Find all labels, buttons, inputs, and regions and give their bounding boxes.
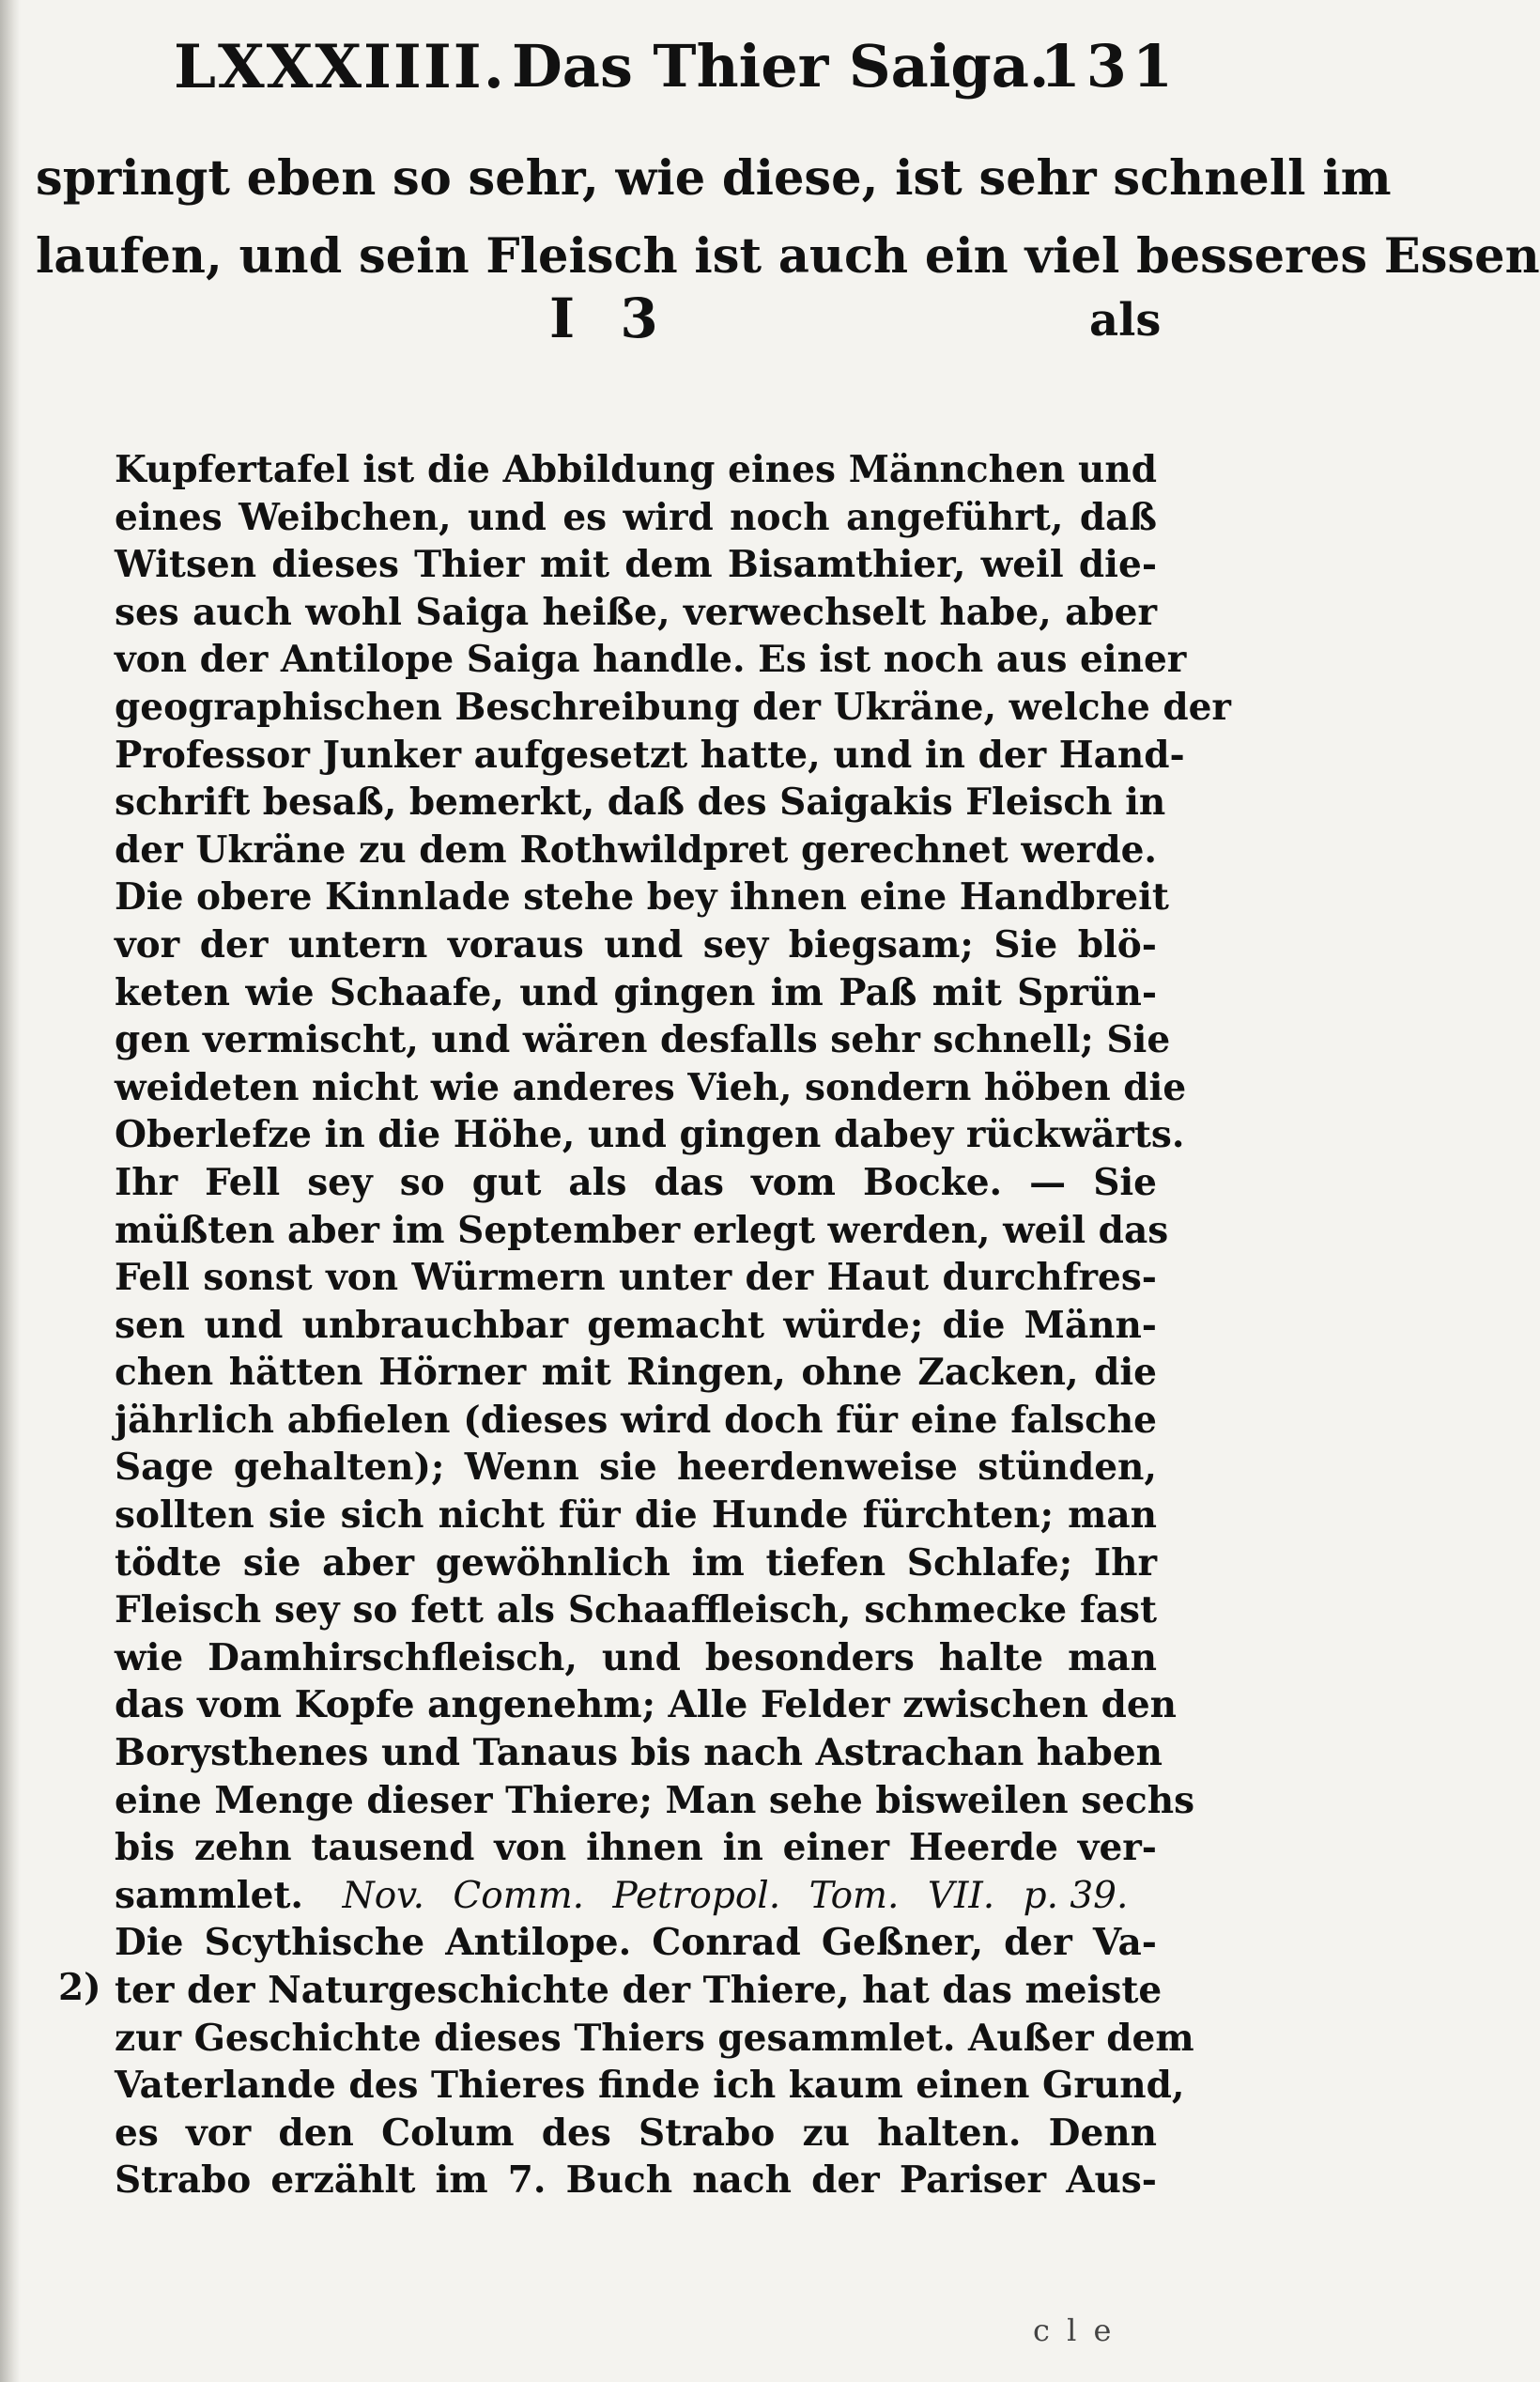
note-line-last (115, 1872, 1157, 1920)
note2-line: ter der Naturgeschichte der Thiere, hat das meiste (115, 1969, 1163, 2012)
citation (343, 1875, 1146, 1917)
signature-mark: I 3 (549, 286, 671, 350)
note2-line: Die Scythische Antilope. Conrad Geßner, der Va- (115, 1921, 1157, 1965)
note-line: tödte sie aber gewöhnlich im tiefen Schlafe; Ihr (115, 1540, 1157, 1585)
note-line: Oberlefze in die Höhe, und gingen dabey rückwärts. (115, 1113, 1185, 1157)
note-line: sollten sie sich nicht für die Hunde fürchten; man (115, 1493, 1157, 1538)
chapter-number: LXXXIIII. (174, 32, 506, 102)
note-line: Kupfertafel ist die Abbildung eines Männchen und (115, 448, 1157, 491)
note-line: vor der untern voraus und sey biegsam; Sie blö- (115, 922, 1157, 967)
page-number: 131 (1040, 32, 1178, 101)
citation-part: Comm. (453, 1874, 585, 1917)
citation-part: Tom. (808, 1874, 900, 1917)
note-line: geographischen Beschreibung der Ukräne, welche der (115, 685, 1231, 729)
note-line: bis zehn tausend von ihnen in einer Heerde ver- (115, 1826, 1157, 1870)
note-line: gen vermischt, und wären desfalls sehr schnell; Sie (115, 1018, 1171, 1062)
footnote-block (115, 446, 1231, 2204)
note-line: eine Menge dieser Thiere; Man sehe bisweilen sechs (115, 1778, 1195, 1822)
page-gutter-shadow (0, 0, 21, 2382)
body-line: laufen, und sein Fleisch ist auch ein viel besseres Essen (36, 228, 1540, 285)
running-header (174, 21, 1178, 115)
note-line-end: sammlet. (115, 1873, 303, 1917)
citation-part: VII. (927, 1874, 995, 1917)
note-line: müßten aber im September erlegt werden, weil das (115, 1208, 1169, 1252)
citation-part: p. 39. (1023, 1874, 1129, 1917)
bottom-catchword: c l e (1033, 2312, 1116, 2348)
note-line: Die obere Kinnlade stehe bey ihnen eine Handbreit (115, 875, 1169, 920)
body-line: springt eben so sehr, wie diese, ist sehr schnell im (36, 150, 1392, 207)
note-line: chen hätten Hörner mit Ringen, ohne Zacken, die (115, 1351, 1157, 1395)
note-line: keten wie Schaafe, und gingen im Paß mit Sprün- (115, 970, 1157, 1014)
note-line: ses auch wohl Saiga heiße, verwechselt habe, aber (115, 590, 1157, 634)
note-line: Sage gehalten); Wenn sie heerdenweise stünden, (115, 1446, 1157, 1490)
note-marker: 2) (58, 1966, 101, 2009)
note-line: das vom Kopfe angenehm; Alle Felder zwischen den (115, 1683, 1177, 1727)
note-line: wie Damhirschfleisch, und besonders halte man (115, 1635, 1157, 1679)
catchword: als (1089, 294, 1162, 347)
note-line: Professor Junker aufgesetzt hatte, und in der Hand- (115, 733, 1185, 777)
citation-part: Petropol. (612, 1874, 781, 1917)
note-line: Ihr Fell sey so gut als das vom Bocke. — Sie (115, 1160, 1157, 1204)
note-line: Fell sonst von Würmern unter der Haut durchfres- (115, 1256, 1157, 1300)
chapter-title: Das Thier Saiga. (512, 32, 1050, 101)
note-line: weideten nicht wie anderes Vieh, sondern höben die (115, 1065, 1187, 1109)
note-line: von der Antilope Saiga handle. Es ist noch aus einer (115, 638, 1187, 682)
note-line: eines Weibchen, und es wird noch angeführt, daß (115, 495, 1157, 539)
citation-part: Nov. (342, 1874, 424, 1917)
note-line: der Ukräne zu dem Rothwildpret gerechnet werde. (115, 828, 1157, 872)
note-line: jährlich abfielen (dieses wird doch für eine falsche (115, 1398, 1157, 1442)
note-line: Fleisch sey so fett als Schaaffleisch, schmecke fast (115, 1588, 1157, 1632)
note-line: sen und unbrauchbar gemacht würde; die Männ- (115, 1303, 1157, 1347)
note2-line: zur Geschichte dieses Thiers gesammlet. Außer dem (115, 2016, 1194, 2060)
note2-line: Strabo erzählt im 7. Buch nach der Pariser Aus- (115, 2158, 1157, 2203)
note-line: schrift besaß, bemerkt, daß des Saigakis Fleisch in (115, 781, 1166, 825)
note-line: Witsen dieses Thier mit dem Bisamthier, weil die- (115, 543, 1157, 587)
note-line: Borysthenes und Tanaus bis nach Astrachan haben (115, 1731, 1163, 1775)
note2-line: Vaterlande des Thieres finde ich kaum einen Grund, (115, 2064, 1185, 2108)
note2-line: es vor den Colum des Strabo zu halten. Denn (115, 2111, 1157, 2155)
